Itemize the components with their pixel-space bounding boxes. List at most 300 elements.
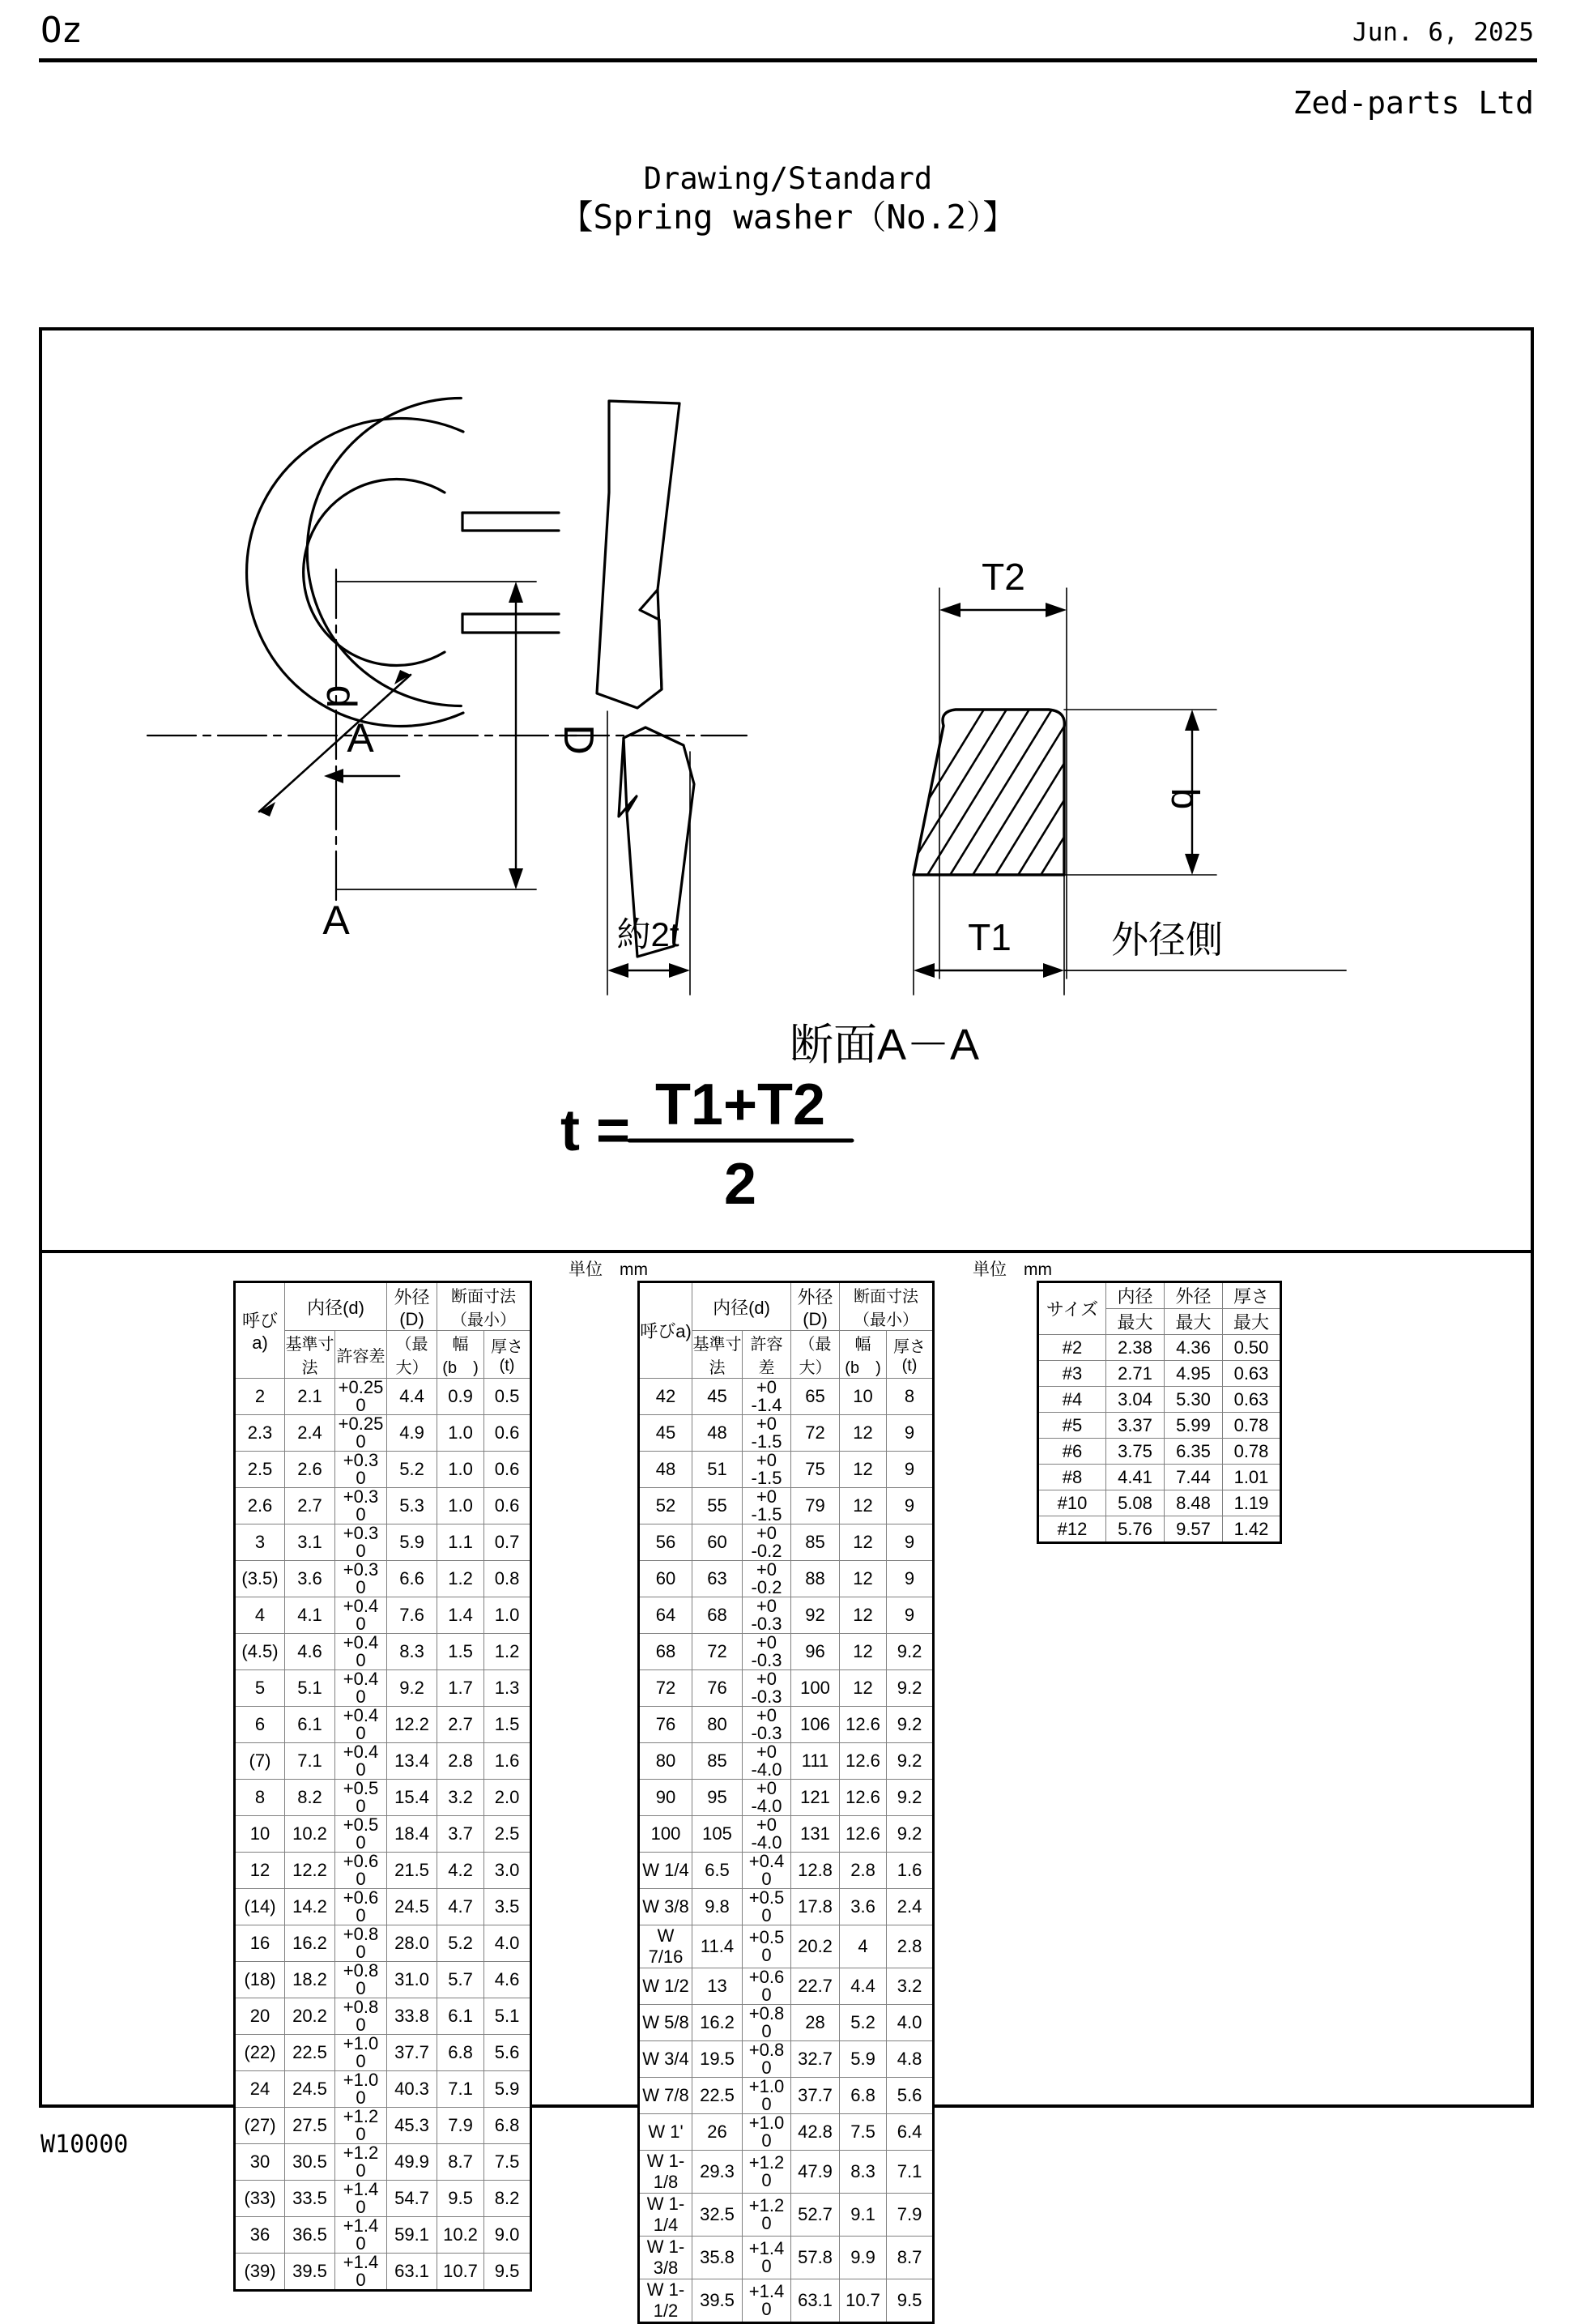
cell-thickness-t: 9.2: [887, 1707, 934, 1743]
table-row: [639, 1968, 934, 2005]
cell-nominal: 24: [235, 2071, 285, 2108]
t1-h-width: 幅(b ): [437, 1331, 484, 1379]
table-row: [639, 1707, 934, 1743]
cell-width-b: 1.0: [437, 1488, 484, 1524]
cell-nominal: 20: [235, 1998, 285, 2035]
cell-inner-max: 3.04: [1106, 1387, 1165, 1413]
cell-width-b: 10.2: [437, 2217, 484, 2254]
table-1: [233, 1281, 532, 2292]
cell-nominal: 12: [235, 1853, 285, 1889]
formula-denominator: 2: [723, 1152, 757, 1217]
t1-h-outer: 外径(D): [387, 1282, 437, 1331]
cell-inner-tolerance: +0.5 0: [335, 1816, 387, 1853]
cell-thickness-max: 1.42: [1223, 1516, 1281, 1543]
cell-inner-tolerance: +0.6 0: [335, 1853, 387, 1889]
cell-outer-max: 5.9: [387, 1524, 437, 1561]
cell-outer-max: 63.1: [387, 2254, 437, 2291]
cell-nominal: W 7/16: [639, 1925, 692, 1968]
cell-width-b: 9.5: [437, 2181, 484, 2217]
cell-inner-tolerance: +0.3 0: [335, 1488, 387, 1524]
cell-nominal: (7): [235, 1743, 285, 1780]
cell-thickness-t: 5.1: [484, 1998, 531, 2035]
cell-inner-basic: 2.7: [285, 1488, 335, 1524]
table-row: [639, 2279, 934, 2323]
cell-thickness-t: 7.9: [887, 2194, 934, 2237]
cell-inner-max: 3.37: [1106, 1413, 1165, 1439]
cell-inner-tolerance: +1.0 0: [743, 2078, 791, 2114]
table-row: [235, 1524, 531, 1561]
cell-outer-max: 31.0: [387, 1962, 437, 1998]
cell-inner-basic: 11.4: [692, 1925, 743, 1968]
label-b: b: [1163, 787, 1206, 810]
cell-outer-max: 28: [791, 2005, 840, 2041]
cell-inner-tolerance: +0.8 0: [335, 1962, 387, 1998]
cell-thickness-t: 3.5: [484, 1889, 531, 1925]
cell-width-b: 1.7: [437, 1670, 484, 1707]
cell-thickness-t: 9.2: [887, 1743, 934, 1780]
cell-outer-max: 9.57: [1165, 1516, 1223, 1543]
cell-thickness-t: 9.0: [484, 2217, 531, 2254]
cell-inner-tolerance: +0.25 0: [335, 1379, 387, 1415]
cell-inner-basic: 4.6: [285, 1634, 335, 1670]
cell-thickness-t: 6.8: [484, 2108, 531, 2144]
t2-h-inner-tol: 許容差: [743, 1331, 791, 1379]
cell-nominal: W 1-1/2: [639, 2279, 692, 2323]
cell-outer-max: 59.1: [387, 2217, 437, 2254]
cell-thickness-t: 8: [887, 1379, 934, 1415]
cell-inner-max: 4.41: [1106, 1465, 1165, 1490]
table-row: [235, 1889, 531, 1925]
table-row: [235, 1853, 531, 1889]
cell-inner-basic: 105: [692, 1816, 743, 1853]
cell-outer-max: 18.4: [387, 1816, 437, 1853]
cell-thickness-t: 2.0: [484, 1780, 531, 1816]
cell-inner-basic: 60: [692, 1524, 743, 1561]
table-row: [235, 1962, 531, 1998]
table-row: [235, 2217, 531, 2254]
cell-nominal: 80: [639, 1743, 692, 1780]
table-1-unit-label: 単位 mm: [569, 1260, 648, 1279]
cell-thickness-t: 0.6: [484, 1415, 531, 1452]
cell-width-b: 9.9: [840, 2237, 887, 2279]
cell-inner-basic: 9.8: [692, 1889, 743, 1925]
cell-width-b: 12: [840, 1488, 887, 1524]
cell-nominal: 90: [639, 1780, 692, 1816]
cell-nominal: 42: [639, 1379, 692, 1415]
cell-thickness-max: 0.63: [1223, 1387, 1281, 1413]
cell-width-b: 5.9: [840, 2041, 887, 2078]
cell-outer-max: 8.3: [387, 1634, 437, 1670]
cell-inner-tolerance: +1.4 0: [743, 2279, 791, 2323]
cell-outer-max: 47.9: [791, 2151, 840, 2194]
cell-inner-basic: 80: [692, 1707, 743, 1743]
cell-outer-max: 4.36: [1165, 1335, 1223, 1361]
cell-thickness-t: 3.0: [484, 1853, 531, 1889]
table-row: [235, 1379, 531, 1415]
cell-inner-tolerance: +1.4 0: [335, 2254, 387, 2291]
cell-outer-max: 5.2: [387, 1452, 437, 1488]
cell-outer-max: 42.8: [791, 2114, 840, 2151]
cell-nominal: 72: [639, 1670, 692, 1707]
cell-nominal: W 7/8: [639, 2078, 692, 2114]
cell-outer-max: 63.1: [791, 2279, 840, 2323]
header-left-label: Oz: [40, 10, 82, 51]
cell-nominal: W 5/8: [639, 2005, 692, 2041]
table-row: [235, 2108, 531, 2144]
table-2-unit-label: 単位 mm: [973, 1260, 1052, 1279]
table-row: [235, 1780, 531, 1816]
cell-width-b: 3.7: [437, 1816, 484, 1853]
cell-width-b: 12: [840, 1597, 887, 1634]
cell-thickness-t: 2.5: [484, 1816, 531, 1853]
cell-nominal: W 1-3/8: [639, 2237, 692, 2279]
cell-nominal: 10: [235, 1816, 285, 1853]
cell-outer-max: 6.35: [1165, 1439, 1223, 1465]
cell-thickness-max: 1.19: [1223, 1490, 1281, 1516]
cell-thickness-t: 6.4: [887, 2114, 934, 2151]
cell-inner-tolerance: +0.4 0: [335, 1597, 387, 1634]
cell-thickness-t: 4.0: [484, 1925, 531, 1962]
cell-thickness-t: 9.2: [887, 1780, 934, 1816]
formula-numerator: T1+T2: [654, 1072, 826, 1137]
cell-inner-tolerance: +0 -4.0: [743, 1743, 791, 1780]
cell-inner-basic: 26: [692, 2114, 743, 2151]
cell-width-b: 1.1: [437, 1524, 484, 1561]
cell-inner-basic: 20.2: [285, 1998, 335, 2035]
cell-nominal: 30: [235, 2144, 285, 2181]
cell-size: #12: [1038, 1516, 1106, 1543]
cell-nominal: (4.5): [235, 1634, 285, 1670]
cell-inner-max: 2.71: [1106, 1361, 1165, 1387]
cell-inner-tolerance: +0 -0.3: [743, 1597, 791, 1634]
cell-thickness-t: 9: [887, 1415, 934, 1452]
cell-thickness-t: 4.6: [484, 1962, 531, 1998]
cell-outer-max: 65: [791, 1379, 840, 1415]
cell-inner-tolerance: +0.5 0: [743, 1889, 791, 1925]
cell-width-b: 12: [840, 1415, 887, 1452]
cell-outer-max: 96: [791, 1634, 840, 1670]
cell-nominal: W 3/4: [639, 2041, 692, 2078]
cell-outer-max: 92: [791, 1597, 840, 1634]
table-row: [639, 2151, 934, 2194]
cell-outer-max: 52.7: [791, 2194, 840, 2237]
table-row: [639, 1597, 934, 1634]
table-row: [235, 1597, 531, 1634]
t1-h-thickness: 厚さ(t): [484, 1331, 531, 1379]
cell-outer-max: 4.9: [387, 1415, 437, 1452]
table-row: [235, 1634, 531, 1670]
cell-nominal: 2.6: [235, 1488, 285, 1524]
table-row: [639, 2041, 934, 2078]
cell-nominal: 36: [235, 2217, 285, 2254]
cell-nominal: 16: [235, 1925, 285, 1962]
t3-h-inner-max: 最大: [1106, 1309, 1165, 1335]
label-D: D: [555, 724, 602, 755]
cell-inner-basic: 2.1: [285, 1379, 335, 1415]
cell-inner-tolerance: +1.0 0: [335, 2071, 387, 2108]
table-row: [235, 1998, 531, 2035]
table-row: [639, 1670, 934, 1707]
cell-inner-basic: 3.6: [285, 1561, 335, 1597]
cell-nominal: W 1/2: [639, 1968, 692, 2005]
cell-inner-basic: 95: [692, 1780, 743, 1816]
table-row: [235, 1561, 531, 1597]
cell-nominal: (18): [235, 1962, 285, 1998]
cell-thickness-max: 1.01: [1223, 1465, 1281, 1490]
table-2: [637, 1281, 935, 2324]
cell-thickness-t: 1.6: [887, 1853, 934, 1889]
cell-thickness-t: 3.2: [887, 1968, 934, 2005]
cell-inner-tolerance: +1.2 0: [335, 2108, 387, 2144]
table-row: [639, 1561, 934, 1597]
title-line-1: Drawing/Standard: [643, 161, 933, 196]
label-t2: T2: [982, 556, 1025, 598]
cell-inner-basic: 2.4: [285, 1415, 335, 1452]
cell-width-b: 10.7: [840, 2279, 887, 2323]
cell-inner-tolerance: +0.5 0: [743, 1925, 791, 1968]
cell-inner-basic: 29.3: [692, 2151, 743, 2194]
cell-inner-basic: 32.5: [692, 2194, 743, 2237]
footer-drawing-number: W10000: [40, 2130, 129, 2159]
cell-outer-max: 24.5: [387, 1889, 437, 1925]
cell-outer-max: 131: [791, 1816, 840, 1853]
t1-h-inner: 内径(d): [285, 1282, 387, 1331]
cell-inner-basic: 3.1: [285, 1524, 335, 1561]
cell-inner-max: 5.08: [1106, 1490, 1165, 1516]
cell-width-b: 4.4: [840, 1968, 887, 2005]
cell-thickness-t: 9.2: [887, 1634, 934, 1670]
cell-inner-tolerance: +0 -4.0: [743, 1816, 791, 1853]
cell-nominal: 76: [639, 1707, 692, 1743]
cell-thickness-t: 1.2: [484, 1634, 531, 1670]
table-row: [639, 1488, 934, 1524]
table-row: [235, 1816, 531, 1853]
table-row: [1038, 1387, 1281, 1413]
cell-outer-max: 4.4: [387, 1379, 437, 1415]
cell-inner-basic: 27.5: [285, 2108, 335, 2144]
table-row: [639, 1925, 934, 1968]
t2-h-outer: 外径(D): [791, 1282, 840, 1331]
cell-inner-basic: 68: [692, 1597, 743, 1634]
cell-inner-tolerance: +0.3 0: [335, 1524, 387, 1561]
table-row: [235, 2071, 531, 2108]
cell-thickness-t: 9: [887, 1597, 934, 1634]
cell-inner-basic: 12.2: [285, 1853, 335, 1889]
cell-inner-tolerance: +0.3 0: [335, 1561, 387, 1597]
cell-nominal: 52: [639, 1488, 692, 1524]
cell-inner-basic: 13: [692, 1968, 743, 2005]
table-3-body: [1038, 1335, 1281, 1543]
cell-inner-basic: 45: [692, 1379, 743, 1415]
cell-width-b: 4.2: [437, 1853, 484, 1889]
cell-nominal: (33): [235, 2181, 285, 2217]
cell-width-b: 3.2: [437, 1780, 484, 1816]
cell-width-b: 5.2: [840, 2005, 887, 2041]
cell-nominal: 5: [235, 1670, 285, 1707]
cell-width-b: 7.1: [437, 2071, 484, 2108]
cell-outer-max: 15.4: [387, 1780, 437, 1816]
cell-outer-max: 54.7: [387, 2181, 437, 2217]
cell-nominal: 64: [639, 1597, 692, 1634]
cell-nominal: 48: [639, 1452, 692, 1488]
cell-nominal: 2.5: [235, 1452, 285, 1488]
cell-outer-max: 7.44: [1165, 1465, 1223, 1490]
table-row: [235, 1707, 531, 1743]
table-row: [1038, 1335, 1281, 1361]
cell-outer-max: 28.0: [387, 1925, 437, 1962]
technical-drawing: [42, 330, 1537, 1250]
cell-inner-basic: 33.5: [285, 2181, 335, 2217]
table-row: [639, 1816, 934, 1853]
cell-width-b: 3.6: [840, 1889, 887, 1925]
cell-nominal: 68: [639, 1634, 692, 1670]
cell-width-b: 5.7: [437, 1962, 484, 1998]
t2-h-section: 断面寸法（最小）: [840, 1282, 934, 1331]
cell-nominal: 3: [235, 1524, 285, 1561]
cell-width-b: 12.6: [840, 1816, 887, 1853]
cell-thickness-t: 9: [887, 1488, 934, 1524]
cell-nominal: (22): [235, 2035, 285, 2071]
header-company-name: Zed-parts Ltd: [1293, 85, 1534, 121]
t3-h-thickness-max: 最大: [1223, 1309, 1281, 1335]
cell-thickness-t: 8.2: [484, 2181, 531, 2217]
cell-inner-tolerance: +0.5 0: [335, 1780, 387, 1816]
table-row: [639, 1452, 934, 1488]
cell-nominal: W 1-1/4: [639, 2194, 692, 2237]
cell-thickness-max: 0.78: [1223, 1439, 1281, 1465]
cell-nominal: W 1/4: [639, 1853, 692, 1889]
cell-width-b: 5.2: [437, 1925, 484, 1962]
cell-thickness-max: 0.50: [1223, 1335, 1281, 1361]
cell-inner-tolerance: +1.4 0: [335, 2181, 387, 2217]
cell-inner-tolerance: +1.2 0: [743, 2151, 791, 2194]
t2-h-inner-basic: 基準寸法: [692, 1331, 743, 1379]
cell-inner-basic: 24.5: [285, 2071, 335, 2108]
cell-thickness-t: 1.6: [484, 1743, 531, 1780]
cell-inner-tolerance: +0.4 0: [335, 1634, 387, 1670]
cell-thickness-t: 5.6: [484, 2035, 531, 2071]
table-row: [235, 1670, 531, 1707]
cell-inner-tolerance: +0.8 0: [743, 2041, 791, 2078]
cell-thickness-t: 0.6: [484, 1488, 531, 1524]
table-row: [1038, 1361, 1281, 1387]
cell-inner-tolerance: +0.8 0: [743, 2005, 791, 2041]
cell-inner-basic: 14.2: [285, 1889, 335, 1925]
cell-width-b: 4: [840, 1925, 887, 1968]
cell-width-b: 2.8: [437, 1743, 484, 1780]
table-row: [639, 2194, 934, 2237]
cell-thickness-t: 5.9: [484, 2071, 531, 2108]
table-row: [639, 2237, 934, 2279]
cell-inner-tolerance: +1.0 0: [335, 2035, 387, 2071]
table-3: [1037, 1281, 1282, 1544]
cell-outer-max: 22.7: [791, 1968, 840, 2005]
cell-inner-tolerance: +0.4 0: [335, 1670, 387, 1707]
table-row: [235, 1743, 531, 1780]
cell-width-b: 10: [840, 1379, 887, 1415]
cell-outer-max: 21.5: [387, 1853, 437, 1889]
cell-inner-tolerance: +1.2 0: [335, 2144, 387, 2181]
header-date: Jun. 6, 2025: [1352, 18, 1534, 47]
cell-width-b: 7.5: [840, 2114, 887, 2151]
cell-outer-max: 111: [791, 1743, 840, 1780]
cell-thickness-t: 9: [887, 1452, 934, 1488]
table-row: [235, 1452, 531, 1488]
cell-inner-tolerance: +0 -0.2: [743, 1524, 791, 1561]
cell-width-b: 12.6: [840, 1743, 887, 1780]
cell-inner-tolerance: +0.4 0: [335, 1743, 387, 1780]
t1-h-section: 断面寸法（最小）: [437, 1282, 531, 1331]
cell-width-b: 12: [840, 1561, 887, 1597]
table-row: [1038, 1413, 1281, 1439]
cell-outer-max: 37.7: [791, 2078, 840, 2114]
cell-outer-max: 9.2: [387, 1670, 437, 1707]
cell-width-b: 6.1: [437, 1998, 484, 2035]
cell-inner-tolerance: +0 -1.5: [743, 1415, 791, 1452]
cell-inner-tolerance: +0.6 0: [335, 1889, 387, 1925]
cell-width-b: 8.7: [437, 2144, 484, 2181]
cell-inner-tolerance: +1.4 0: [743, 2237, 791, 2279]
table-row: [639, 1889, 934, 1925]
t3-h-thickness: 厚さ: [1223, 1282, 1281, 1309]
cell-outer-max: 5.3: [387, 1488, 437, 1524]
cell-outer-max: 8.48: [1165, 1490, 1223, 1516]
cell-inner-tolerance: +0 -0.2: [743, 1561, 791, 1597]
cell-outer-max: 79: [791, 1488, 840, 1524]
table-row: [639, 1780, 934, 1816]
label-t1: T1: [968, 916, 1012, 958]
cell-nominal: 100: [639, 1816, 692, 1853]
table-row: [639, 1853, 934, 1889]
cell-inner-basic: 6.1: [285, 1707, 335, 1743]
cell-inner-tolerance: +0.4 0: [743, 1853, 791, 1889]
cell-thickness-t: 0.8: [484, 1561, 531, 1597]
table-row: [639, 1634, 934, 1670]
table-row: [235, 1488, 531, 1524]
cell-width-b: 0.9: [437, 1379, 484, 1415]
cell-inner-basic: 16.2: [285, 1925, 335, 1962]
cell-thickness-t: 9: [887, 1561, 934, 1597]
cell-size: #3: [1038, 1361, 1106, 1387]
cell-inner-tolerance: +0.8 0: [335, 1925, 387, 1962]
cell-width-b: 9.1: [840, 2194, 887, 2237]
cell-nominal: (3.5): [235, 1561, 285, 1597]
header-divider: [39, 58, 1537, 62]
cell-thickness-t: 9.2: [887, 1670, 934, 1707]
cell-inner-basic: 8.2: [285, 1780, 335, 1816]
cell-thickness-max: 0.78: [1223, 1413, 1281, 1439]
cell-inner-tolerance: +0 -0.3: [743, 1670, 791, 1707]
cell-inner-basic: 76: [692, 1670, 743, 1707]
cell-inner-tolerance: +1.2 0: [743, 2194, 791, 2237]
table-1-body: [235, 1379, 531, 2291]
cell-nominal: W 3/8: [639, 1889, 692, 1925]
t2-h-inner: 内径(d): [692, 1282, 791, 1331]
table-3-container: [1037, 1281, 1282, 1544]
cell-nominal: 56: [639, 1524, 692, 1561]
table-row: [639, 1743, 934, 1780]
cell-outer-max: 13.4: [387, 1743, 437, 1780]
cell-inner-basic: 4.1: [285, 1597, 335, 1634]
cell-thickness-t: 4.8: [887, 2041, 934, 2078]
cell-size: #2: [1038, 1335, 1106, 1361]
cell-width-b: 2.7: [437, 1707, 484, 1743]
cell-inner-max: 5.76: [1106, 1516, 1165, 1543]
label-d: d: [317, 684, 364, 709]
table-row: [235, 2144, 531, 2181]
t1-h-inner-basic: 基準寸法: [285, 1331, 335, 1379]
table-row: [639, 1415, 934, 1452]
